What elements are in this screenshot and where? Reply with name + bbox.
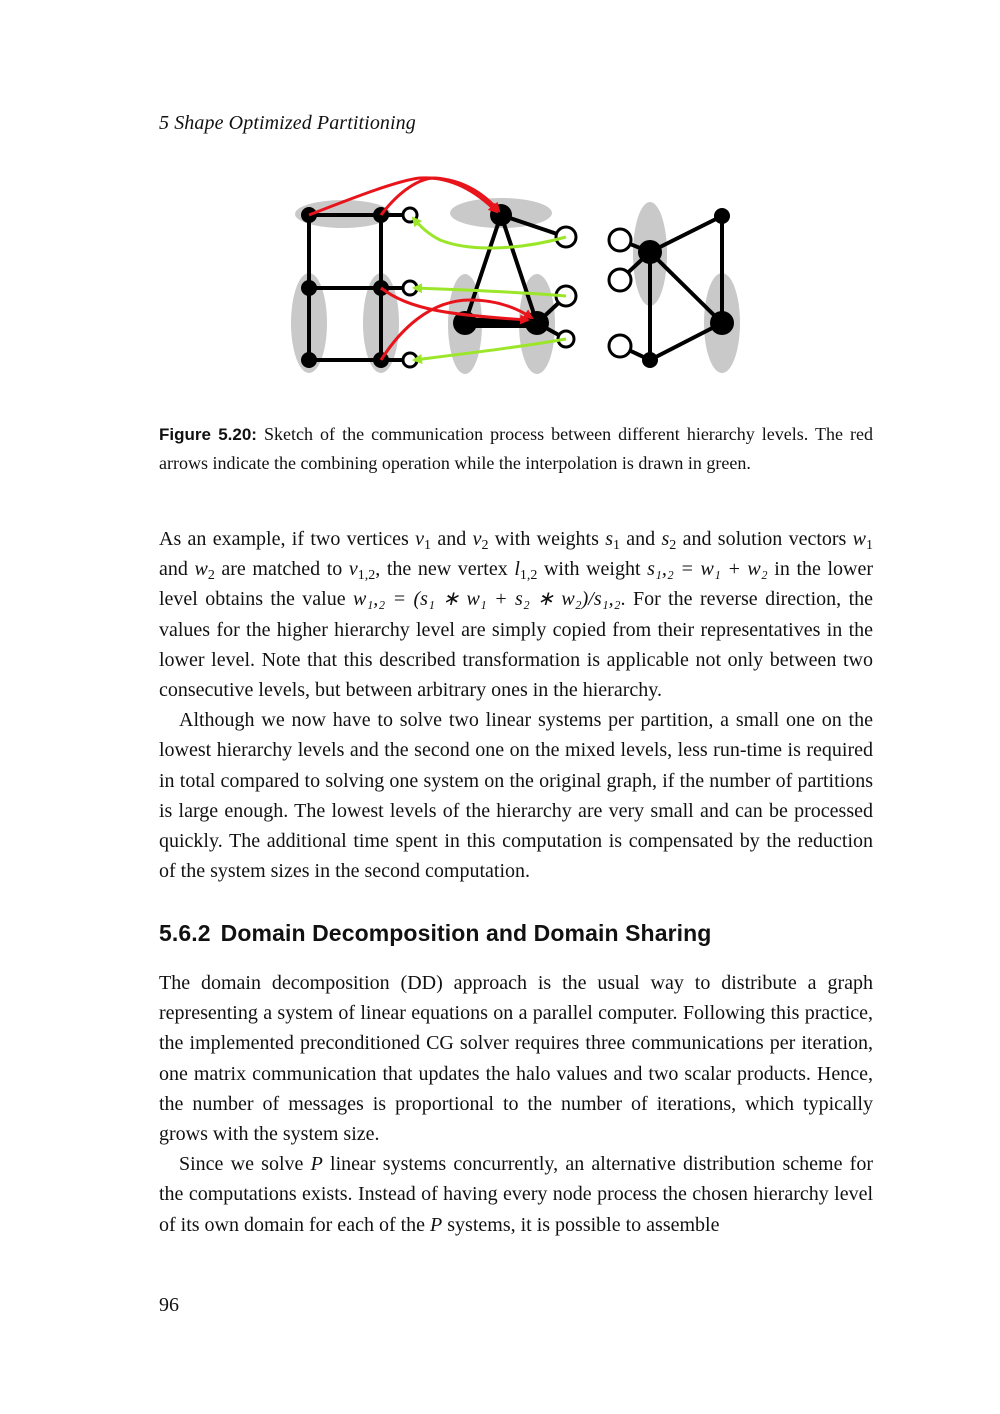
section-title: Domain Decomposition and Domain Sharing xyxy=(220,920,712,946)
caption-label: Figure 5.20: xyxy=(159,425,257,444)
paragraph-4: Since we solve P linear systems concurrently, an alternative distribution scheme for the computations exists. Instead of having every node process the chosen hierarchy level of its own domain for each of the P systems, it is possible to assemble xyxy=(159,1153,873,1236)
running-head: 5 Shape Optimized Partitioning xyxy=(159,112,416,134)
body-text-block-1 xyxy=(159,524,873,886)
figure-caption xyxy=(159,420,873,478)
middle-graph-halo-nodes xyxy=(556,227,576,347)
equation-weight: s₁,₂ = w₁ + w₂ xyxy=(647,558,768,581)
paragraph-2: Although we now have to solve two linear systems per partition, a small one on the lowest hierarchy levels and the second one on the mixed levels, less run-time is required in total compared to solving one system on the original graph, if the number of partitions is large enough. The lowest levels of the hierarchy are very small and can be processed quickly. The additional time spent in this computation is compensated by the reduction of the system sizes in the second computation. xyxy=(159,709,873,883)
section-heading xyxy=(159,920,711,947)
body-text-block-2 xyxy=(159,968,873,1240)
caption-text: Sketch of the communication process between different hierarchy levels. The red arrows indicate the combining operation while the interpolation is drawn in green. xyxy=(159,424,874,473)
page-number: 96 xyxy=(159,1294,179,1316)
paragraph-3: The domain decomposition (DD) approach is the usual way to distribute a graph representing a system of linear equations on a parallel computer. Following this practice, the implemented preconditioned CG solver requires three communications per iteration, one matrix communication that updates the halo values and two scalar products. Hence, the number of messages is proportional to the number of iterations, which typically grows with the system size. xyxy=(159,972,873,1146)
paragraph-1: As an example, if two vertices $v_1$ and $v_2$ with weights $s_1$ and $s_2$ and solution vectors $w_1$ and $w_2$ are matched to $v_{1,2}$, the new vertex $l_{1,2}$ with weight s₁,₂ = w₁ + w₂ in the lower level obtains the value w₁,₂ = (s₁ ∗ w₁ + s₂ ∗ w₂)/s₁,₂. For the reverse direction, the values for the higher hierarchy level are simply copied from their representatives in the lower level. Note that this described transformation is applicable not only between two consecutive levels, but between arbitrary ones in the hierarchy. xyxy=(159,528,874,702)
section-number: 5.6.2 xyxy=(159,920,211,946)
hierarchy-communication-figure xyxy=(280,165,760,390)
right-graph-halo-nodes xyxy=(609,229,631,357)
equation-value: w₁,₂ = (s₁ ∗ w₁ + s₂ ∗ w₂)/s₁,₂ xyxy=(352,588,621,611)
